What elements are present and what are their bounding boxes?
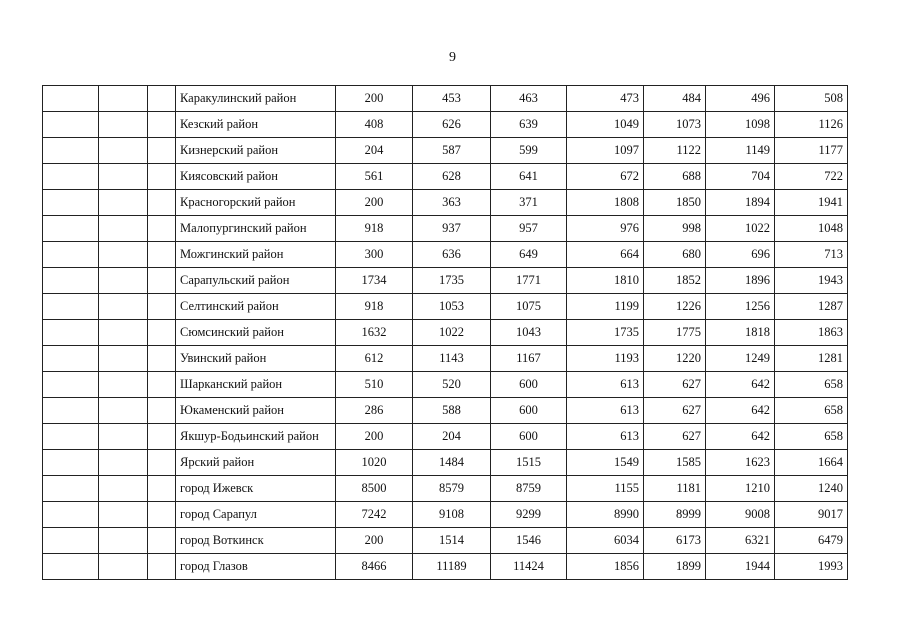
empty-cell	[43, 294, 99, 320]
value-cell: 1249	[706, 346, 775, 372]
value-cell: 510	[336, 372, 413, 398]
value-cell: 8500	[336, 476, 413, 502]
value-cell: 722	[775, 164, 848, 190]
district-name-cell: Ярский район	[176, 450, 336, 476]
value-cell: 200	[336, 424, 413, 450]
empty-cell	[148, 138, 176, 164]
empty-cell	[43, 164, 99, 190]
value-cell: 453	[413, 86, 491, 112]
value-cell: 613	[567, 398, 644, 424]
empty-cell	[148, 294, 176, 320]
value-cell: 1143	[413, 346, 491, 372]
value-cell: 918	[336, 216, 413, 242]
district-name-cell: Сарапульский район	[176, 268, 336, 294]
empty-cell	[148, 554, 176, 580]
value-cell: 1073	[644, 112, 706, 138]
value-cell: 520	[413, 372, 491, 398]
value-cell: 642	[706, 424, 775, 450]
value-cell: 1210	[706, 476, 775, 502]
value-cell: 11189	[413, 554, 491, 580]
value-cell: 9017	[775, 502, 848, 528]
empty-cell	[99, 242, 148, 268]
empty-cell	[148, 190, 176, 216]
value-cell: 600	[491, 372, 567, 398]
value-cell: 600	[491, 398, 567, 424]
value-cell: 9108	[413, 502, 491, 528]
district-name-cell: Каракулинский район	[176, 86, 336, 112]
table-row	[43, 86, 848, 112]
value-cell: 473	[567, 86, 644, 112]
value-cell: 613	[567, 372, 644, 398]
empty-cell	[99, 190, 148, 216]
value-cell: 286	[336, 398, 413, 424]
value-cell: 1048	[775, 216, 848, 242]
district-name-cell: город Сарапул	[176, 502, 336, 528]
empty-cell	[99, 554, 148, 580]
value-cell: 1097	[567, 138, 644, 164]
value-cell: 658	[775, 424, 848, 450]
value-cell: 1022	[706, 216, 775, 242]
value-cell: 639	[491, 112, 567, 138]
value-cell: 613	[567, 424, 644, 450]
empty-cell	[99, 164, 148, 190]
value-cell: 1181	[644, 476, 706, 502]
value-cell: 636	[413, 242, 491, 268]
table-row	[43, 164, 848, 190]
empty-cell	[148, 502, 176, 528]
value-cell: 1735	[413, 268, 491, 294]
district-name-cell: город Глазов	[176, 554, 336, 580]
table-row	[43, 450, 848, 476]
value-cell: 627	[644, 372, 706, 398]
value-cell: 1484	[413, 450, 491, 476]
empty-cell	[43, 398, 99, 424]
table-row	[43, 528, 848, 554]
value-cell: 612	[336, 346, 413, 372]
table-row	[43, 554, 848, 580]
empty-cell	[43, 528, 99, 554]
district-name-cell: Увинский район	[176, 346, 336, 372]
value-cell: 664	[567, 242, 644, 268]
value-cell: 628	[413, 164, 491, 190]
value-cell: 6034	[567, 528, 644, 554]
empty-cell	[99, 450, 148, 476]
value-cell: 1126	[775, 112, 848, 138]
value-cell: 1775	[644, 320, 706, 346]
value-cell: 408	[336, 112, 413, 138]
value-cell: 6479	[775, 528, 848, 554]
empty-cell	[148, 216, 176, 242]
value-cell: 1623	[706, 450, 775, 476]
district-name-cell: Кизнерский район	[176, 138, 336, 164]
empty-cell	[99, 216, 148, 242]
value-cell: 627	[644, 424, 706, 450]
value-cell: 1075	[491, 294, 567, 320]
empty-cell	[43, 554, 99, 580]
district-name-cell: Киясовский район	[176, 164, 336, 190]
table-row	[43, 320, 848, 346]
empty-cell	[43, 216, 99, 242]
value-cell: 7242	[336, 502, 413, 528]
value-cell: 1944	[706, 554, 775, 580]
value-cell: 1240	[775, 476, 848, 502]
value-cell: 1020	[336, 450, 413, 476]
value-cell: 9299	[491, 502, 567, 528]
value-cell: 1585	[644, 450, 706, 476]
empty-cell	[99, 86, 148, 112]
value-cell: 1850	[644, 190, 706, 216]
empty-cell	[43, 502, 99, 528]
value-cell: 1022	[413, 320, 491, 346]
value-cell: 484	[644, 86, 706, 112]
value-cell: 8466	[336, 554, 413, 580]
table-row	[43, 424, 848, 450]
value-cell: 204	[336, 138, 413, 164]
district-name-cell: Шарканский район	[176, 372, 336, 398]
value-cell: 1546	[491, 528, 567, 554]
value-cell: 957	[491, 216, 567, 242]
table-row	[43, 372, 848, 398]
district-name-cell: Юкаменский район	[176, 398, 336, 424]
value-cell: 1177	[775, 138, 848, 164]
empty-cell	[99, 398, 148, 424]
table-row	[43, 112, 848, 138]
empty-cell	[148, 450, 176, 476]
value-cell: 371	[491, 190, 567, 216]
empty-cell	[148, 86, 176, 112]
value-cell: 1899	[644, 554, 706, 580]
empty-cell	[148, 242, 176, 268]
value-cell: 672	[567, 164, 644, 190]
value-cell: 918	[336, 294, 413, 320]
value-cell: 696	[706, 242, 775, 268]
district-name-cell: Кезский район	[176, 112, 336, 138]
empty-cell	[99, 294, 148, 320]
value-cell: 599	[491, 138, 567, 164]
value-cell: 1941	[775, 190, 848, 216]
value-cell: 1810	[567, 268, 644, 294]
empty-cell	[99, 424, 148, 450]
empty-cell	[43, 372, 99, 398]
table-row	[43, 190, 848, 216]
empty-cell	[148, 372, 176, 398]
table-row	[43, 398, 848, 424]
value-cell: 704	[706, 164, 775, 190]
empty-cell	[99, 528, 148, 554]
table-row	[43, 216, 848, 242]
value-cell: 658	[775, 372, 848, 398]
page-number: 9	[449, 50, 456, 65]
value-cell: 8579	[413, 476, 491, 502]
value-cell: 1632	[336, 320, 413, 346]
value-cell: 1167	[491, 346, 567, 372]
value-cell: 1856	[567, 554, 644, 580]
value-cell: 1149	[706, 138, 775, 164]
value-cell: 8999	[644, 502, 706, 528]
value-cell: 300	[336, 242, 413, 268]
table-body	[43, 86, 848, 580]
value-cell: 1098	[706, 112, 775, 138]
value-cell: 1943	[775, 268, 848, 294]
value-cell: 658	[775, 398, 848, 424]
empty-cell	[148, 398, 176, 424]
district-name-cell: город Ижевск	[176, 476, 336, 502]
value-cell: 1281	[775, 346, 848, 372]
value-cell: 200	[336, 190, 413, 216]
value-cell: 9008	[706, 502, 775, 528]
district-name-cell: Якшур-Бодьинский район	[176, 424, 336, 450]
table-row	[43, 242, 848, 268]
value-cell: 6173	[644, 528, 706, 554]
value-cell: 1993	[775, 554, 848, 580]
empty-cell	[43, 320, 99, 346]
district-name-cell: Красногорский район	[176, 190, 336, 216]
empty-cell	[148, 268, 176, 294]
value-cell: 561	[336, 164, 413, 190]
value-cell: 8759	[491, 476, 567, 502]
empty-cell	[148, 320, 176, 346]
value-cell: 680	[644, 242, 706, 268]
empty-cell	[99, 476, 148, 502]
value-cell: 463	[491, 86, 567, 112]
empty-cell	[148, 112, 176, 138]
value-cell: 1734	[336, 268, 413, 294]
value-cell: 1043	[491, 320, 567, 346]
empty-cell	[43, 450, 99, 476]
value-cell: 1226	[644, 294, 706, 320]
value-cell: 642	[706, 398, 775, 424]
table-row	[43, 502, 848, 528]
empty-cell	[99, 346, 148, 372]
value-cell: 1122	[644, 138, 706, 164]
empty-cell	[148, 424, 176, 450]
value-cell: 496	[706, 86, 775, 112]
value-cell: 1863	[775, 320, 848, 346]
value-cell: 642	[706, 372, 775, 398]
value-cell: 200	[336, 86, 413, 112]
empty-cell	[99, 320, 148, 346]
empty-cell	[43, 242, 99, 268]
value-cell: 1053	[413, 294, 491, 320]
empty-cell	[43, 86, 99, 112]
empty-cell	[99, 268, 148, 294]
value-cell: 713	[775, 242, 848, 268]
empty-cell	[99, 138, 148, 164]
value-cell: 1199	[567, 294, 644, 320]
value-cell: 363	[413, 190, 491, 216]
district-name-cell: Можгинский район	[176, 242, 336, 268]
empty-cell	[148, 346, 176, 372]
value-cell: 1896	[706, 268, 775, 294]
district-name-cell: Селтинский район	[176, 294, 336, 320]
empty-cell	[99, 372, 148, 398]
empty-cell	[43, 268, 99, 294]
value-cell: 600	[491, 424, 567, 450]
value-cell: 937	[413, 216, 491, 242]
value-cell: 588	[413, 398, 491, 424]
empty-cell	[43, 424, 99, 450]
value-cell: 1852	[644, 268, 706, 294]
district-name-cell: город Воткинск	[176, 528, 336, 554]
empty-cell	[148, 476, 176, 502]
value-cell: 6321	[706, 528, 775, 554]
value-cell: 1514	[413, 528, 491, 554]
empty-cell	[148, 528, 176, 554]
value-cell: 1155	[567, 476, 644, 502]
value-cell: 8990	[567, 502, 644, 528]
value-cell: 1287	[775, 294, 848, 320]
value-cell: 1193	[567, 346, 644, 372]
value-cell: 1549	[567, 450, 644, 476]
value-cell: 688	[644, 164, 706, 190]
empty-cell	[99, 502, 148, 528]
district-name-cell: Малопургинский район	[176, 216, 336, 242]
table-row	[43, 294, 848, 320]
value-cell: 11424	[491, 554, 567, 580]
table-row	[43, 476, 848, 502]
empty-cell	[148, 164, 176, 190]
table-row	[43, 346, 848, 372]
value-cell: 508	[775, 86, 848, 112]
value-cell: 1049	[567, 112, 644, 138]
value-cell: 1256	[706, 294, 775, 320]
value-cell: 204	[413, 424, 491, 450]
value-cell: 1220	[644, 346, 706, 372]
value-cell: 626	[413, 112, 491, 138]
value-cell: 641	[491, 164, 567, 190]
empty-cell	[43, 190, 99, 216]
empty-cell	[99, 112, 148, 138]
value-cell: 976	[567, 216, 644, 242]
empty-cell	[43, 112, 99, 138]
value-cell: 1515	[491, 450, 567, 476]
value-cell: 587	[413, 138, 491, 164]
table-row	[43, 138, 848, 164]
value-cell: 1771	[491, 268, 567, 294]
table-row	[43, 268, 848, 294]
data-table	[42, 85, 848, 580]
district-name-cell: Сюмсинский район	[176, 320, 336, 346]
value-cell: 627	[644, 398, 706, 424]
value-cell: 1818	[706, 320, 775, 346]
value-cell: 998	[644, 216, 706, 242]
empty-cell	[43, 138, 99, 164]
value-cell: 1735	[567, 320, 644, 346]
empty-cell	[43, 346, 99, 372]
empty-cell	[43, 476, 99, 502]
value-cell: 649	[491, 242, 567, 268]
value-cell: 1894	[706, 190, 775, 216]
value-cell: 200	[336, 528, 413, 554]
value-cell: 1664	[775, 450, 848, 476]
value-cell: 1808	[567, 190, 644, 216]
